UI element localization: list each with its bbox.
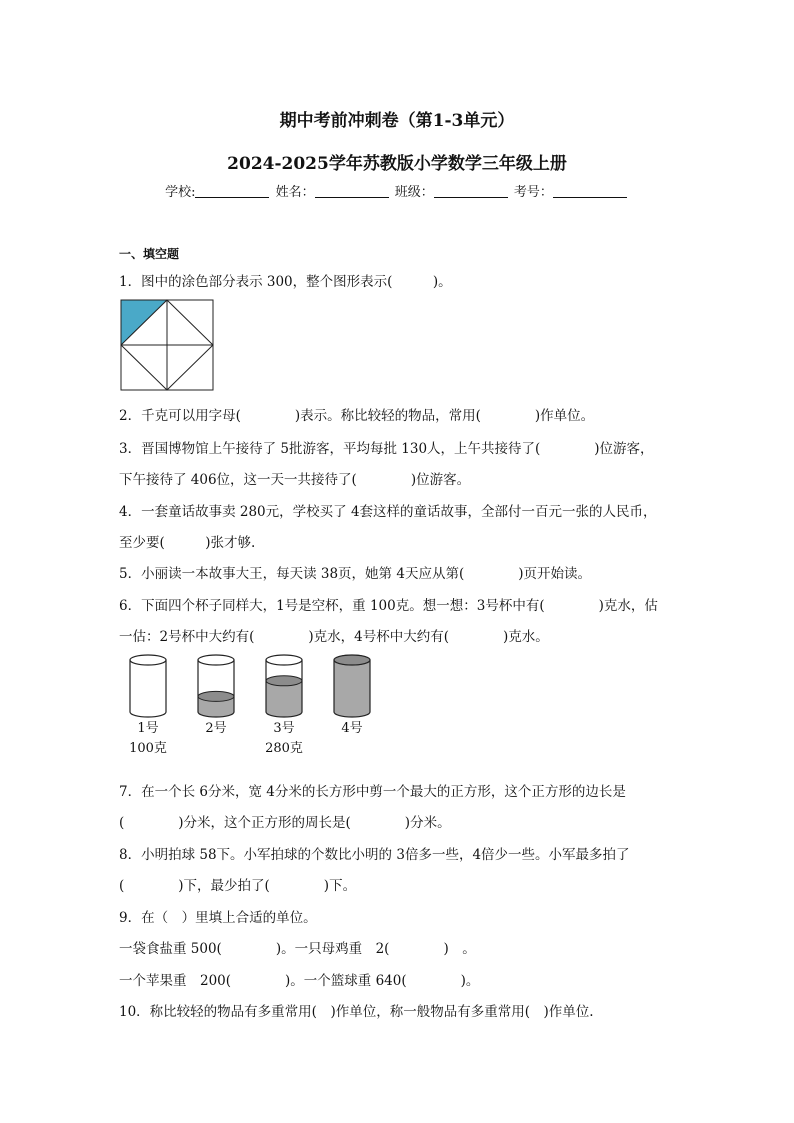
square-figure bbox=[121, 300, 213, 390]
cup-2 bbox=[198, 655, 234, 736]
question-6-line-1: 6．下面四个杯子同样大，1号是空杯，重 100克。想一想：3号杯中有( )克水，估 bbox=[119, 598, 658, 614]
cup-weight: 100克 bbox=[129, 741, 167, 756]
exam-number-blank[interactable] bbox=[553, 184, 627, 198]
question-10: 10．称比较轻的物品有多重常用( )作单位，称一般物品有多重常用( )作单位. bbox=[119, 1004, 594, 1020]
question-8-line-2: ( )下，最少拍了( )下。 bbox=[119, 878, 357, 894]
exam-number-label: 考号： bbox=[513, 185, 553, 200]
question-8-line-1: 8．小明拍球 58下。小军拍球的个数比小明的 3倍多一些，4倍少一些。小军最多拍了 bbox=[119, 847, 630, 863]
cups-figure bbox=[110, 650, 390, 760]
question-9-line-1: 9．在（ ）里填上合适的单位。 bbox=[119, 910, 317, 926]
question-7-line-2: ( )分米，这个正方形的周长是( )分米。 bbox=[119, 815, 451, 831]
cup-outline bbox=[130, 660, 166, 717]
question-3-line-2: 下午接待了 406位，这一天一共接待了( )位游客。 bbox=[119, 472, 471, 488]
page-title: 期中考前冲刺卷（第1-3单元） bbox=[279, 111, 515, 131]
water-surface bbox=[198, 691, 234, 701]
school-blank[interactable] bbox=[195, 184, 269, 198]
class-blank[interactable] bbox=[434, 184, 508, 198]
water-surface bbox=[266, 676, 302, 686]
cup-water bbox=[334, 660, 370, 717]
cup-label: 2号 bbox=[205, 721, 227, 736]
cup-rim bbox=[130, 655, 166, 665]
question-4-line-1: 4．一套童话故事卖 280元，学校买了 4套这样的童话故事，全部付一百元一张的人民币， bbox=[119, 504, 657, 520]
cup-rim bbox=[198, 655, 234, 665]
cup-3 bbox=[265, 655, 303, 756]
question-7-line-1: 7．在一个长 6分米，宽 4分米的长方形中剪一个最大的正方形，这个正方形的边长是 bbox=[119, 784, 626, 800]
student-info-line bbox=[0, 181, 794, 200]
question-9-line-2: 一袋食盐重 500( )。一只母鸡重 2( ) 。 bbox=[119, 941, 476, 957]
cup-4 bbox=[334, 655, 370, 736]
page-subtitle: 2024-2025学年苏教版小学数学三年级上册 bbox=[227, 154, 567, 174]
cup-label: 3号 bbox=[273, 721, 295, 736]
name-blank[interactable] bbox=[315, 184, 389, 198]
question-3-line-1: 3．晋国博物馆上午接待了 5批游客，平均每批 130人，上午共接待了( )位游客， bbox=[119, 441, 654, 457]
question-9-line-3: 一个苹果重 200( )。一个篮球重 640( )。 bbox=[119, 973, 480, 989]
cup-1 bbox=[129, 655, 167, 756]
question-1: 1．图中的涂色部分表示 300，整个图形表示( )。 bbox=[119, 274, 452, 290]
class-label: 班级： bbox=[394, 185, 434, 200]
cup-label: 4号 bbox=[341, 721, 363, 736]
name-label: 姓名： bbox=[275, 185, 315, 200]
question-4-line-2: 至少要( )张才够. bbox=[119, 535, 256, 551]
question-6-line-2: 一估：2号杯中大约有( )克水，4号杯中大约有( )克水。 bbox=[119, 629, 549, 645]
cup-rim bbox=[334, 655, 370, 665]
cup-label: 1号 bbox=[137, 721, 159, 736]
cup-weight: 280克 bbox=[265, 741, 303, 756]
section-title: 一、填空题 bbox=[119, 247, 180, 261]
question-2: 2．千克可以用字母( )表示。称比较轻的物品，常用( )作单位。 bbox=[119, 408, 595, 424]
question-5: 5．小丽读一本故事大王，每天读 38页，她第 4天应从第( )页开始读。 bbox=[119, 566, 591, 582]
cup-rim bbox=[266, 655, 302, 665]
school-label: 学校: bbox=[165, 185, 196, 200]
